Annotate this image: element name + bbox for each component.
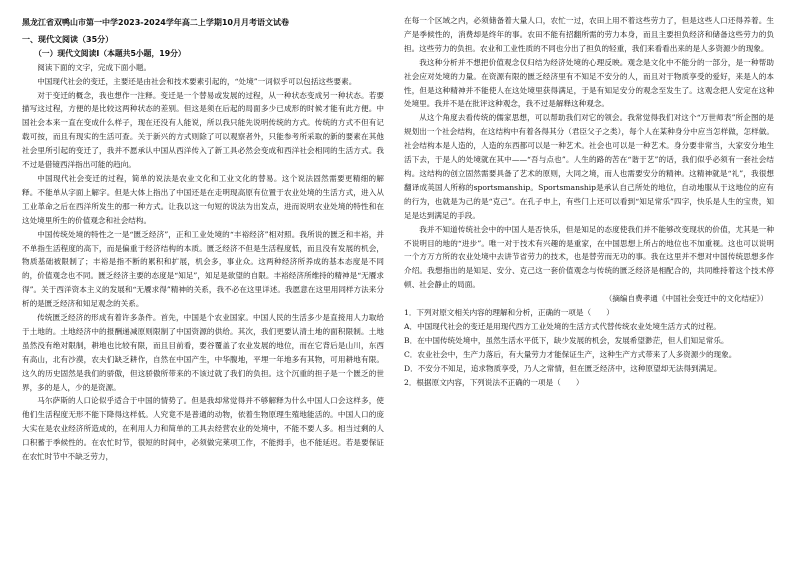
paragraph: 对于变迁的概念，我也想作一注释。变迁是一个替易或发展的过程，从一种状态变成另一种状态。若要描写这过程，方便的是比较这两种状态的差别。但这是须在后起的局面多少已成形的时候才能有此方便。中国社会本来一直在变成什么样子，现在还没有人能说，所以我只能先说明传统的方式。传统的方式不但有记载可按，而且有现实的生活可查。关于新兴的方式则除了可以观察者外，只能参考所采取的新的要素在其他社会里所引起的变迁了，我并不愿承认中国从西洋传入了新工具必然会变成和西洋社会相同的生活方式。我不过是借镜西洋指出可能的趋向。 — [22, 90, 384, 170]
question-1-option-d: D．不安分不知足，追求物质享受，乃人之常情，但在匮乏经济中，这种原望却无法得到满足。 — [404, 363, 722, 373]
source-citation: （摘编自费孝通《中国社会变迁中的文化结症》） — [604, 294, 768, 304]
question-1-option-a: A．中国现代社会的变迁是用现代西方工业处境的生活方式代替传统农业处境生活方式的过程。 — [404, 321, 721, 331]
question-1-stem: 1．下列对原文相关内容的理解和分析，正确的一项是（ ） — [404, 308, 614, 318]
paragraph: 中国现代社会的变迁，主要还是由社会和技术要素引起的，“处境”一词似乎可以包括这些要素。 — [37, 76, 357, 86]
exam-title: 黑龙江省双鸭山市第一中学2023-2024学年高二上学期10月月考语文试卷 — [22, 18, 289, 27]
reading-instruction: 阅读下面的文字，完成下面小题。 — [37, 62, 152, 72]
paragraph: 中国传统处境的特性之一是“匮乏经济”，正和工业处境的“丰裕经济”相对照。我所说的匮乏和丰裕，并不单指生活程度的高下，而是偏重于经济结构的本质。匮乏经济不但是生活程度低，而且没有发展的机会，物质基础被限制了；丰裕是指不断的累积和扩展，机会多，事业众。这两种经济所养成的基本态度是不同的，价值观念也不同。匮乏经济主要的态度是“知足”，知足是欲望的自限。丰裕经济所维持的精神是“无餍求得”。关于西洋资本主义的发展和“无餍求得”精神的关系，我不必在这里详述。我愿意在这里用同样方法来分析的是匮乏经济和知足观念的关系。 — [22, 229, 384, 309]
paragraph: 我这种分析并不想把价值观念仅归结为经济处境的心理反映。观念是文化中不能分的一部分，是一种帮助社会应对处境的力量。在资源有限的匮乏经济里有不知足不安分的人，而且对于物质享受的爱好，来是人的本性，但是这种精神并不能使人在这处境里获得满足，于是有知足安分的观念至发生了。这观念把人安定在这种处境里。我并不是在批评这种观念，我不过是解释这种观念。 — [404, 57, 774, 109]
paragraph: 传统匮乏经济的形成有着许多条件。首先，中国是个农业国家。中国人民的生活多少是直接用人力取给于土地的。土地经济中的报酬递减原则限制了中国资源的供给。其次，我们更要认清土地的面积限制。土地虽然没有绝对限制，耕地也比较有限，而且目前看，要谷覆盖了农业发展的地位，而在它背后是山川，东西有高山，北有沙漠，农夫们缺乏耕作，自然在中国产生，中华腹地，平埋一年地多有其物，可用耕地有限。这久的历史固然是我们的骄傲，但这骄傲所带来的不该过就了我们的负担。这个沉重的担子是一个匮乏的世界，多的是人，少的是资源。 — [22, 313, 384, 392]
paragraph: 在每一个区域之内，必须储备着大量人口，农忙一过，农田上用不着这些劳力了，但是这些人口还得养着。生产是季候性的，消费却是终年的事。农田不能有招翻所需的劳力本身，而且主要担负经济和储备这些劳力的负担。这些劳力的负担。农业和工业性质的不同也分出了担负的轻重，我们来看看出来的是人多资源少的现象。 — [404, 16, 774, 53]
paragraph: 马尔萨斯的人口论似乎适合于中国的情势了。但是我却常觉得并不够解释为什么中国人口会这样多，使他们生活程度无形不能下降得这样低。人究竟不是普通的动物，依着生物原理生殖地能活的。中国人口的庞大实在是农业经济所造成的，在利用人力和简单的工具去经营农业的处境中，不能不要人多。相当过剩的人口积蓄于季候性的。在农忙时节，很短的时间中，必须做完莱项工作，不能拇手，也不能延迟。若是要保证在农忙时节中不缺乏劳力， — [22, 396, 384, 462]
subsection-heading: （一）现代文阅读Ⅰ（本题共5小题，19分） — [34, 48, 186, 58]
left-column — [22, 14, 384, 464]
question-2-stem: 2．根据原文内容，下列说法不正确的一项是（ ） — [404, 377, 584, 387]
right-column — [404, 14, 774, 389]
paragraph: 我并不知道传统社会中的中国人是否快乐，但是知足的态度使我们并不能够改变现状的价值，尤其是一种不说明目的地的“进步”。唯一对于技术有兴趣的是重家，在中国思想上所占的地位也不加重视。这也可以说明一个方万方所的农业处境中去讲节省劳力的技术，也是替劳而无功的事。我在这里并不想对中国传统思想多作介绍。我想指出的是知足、安分、克己这一套价值观念与传统的匮乏经济是相配合的，共同维持着这个技术停顿、社会静止的局面。 — [404, 224, 774, 290]
question-1-option-c: C．农业社会中，生产力落后，有大量劳力才能保证生产，这种生产方式带来了人多资源少的现象。 — [404, 349, 737, 359]
question-1-option-b: B．在中国传统处境中，虽然生活水平低下，缺少发展的机会，发展希望渺茫，但人们知足常乐。 — [404, 335, 729, 345]
paragraph: 中国现代社会变迁的过程，简单的说法是农业文化和工业文化的替易。这个说法固然需要更精细的解释。不能单从字面上解字。但是大体上指出了中国还是在走明现高原有位置于农业处境的生活方式，进入从工业革命之后在西洋所发生的那一种方式。让我以这一句短的说法为出发点，进而说明农业处境的特性和在这处境里所生的价值观念和社会结构。 — [22, 173, 384, 225]
paragraph: 从这个角度去看传统的儒家思想，可以帮助我们对它的领会。我常觉得我们对这个“万世师表”所企图的是规划出一个社会结构，在这结构中有着各得其分（君臣父子之类），每个人在某种身分中应当怎样做，怎样做。社会结构本是人造的，人造的东西都可以是一种艺术。社会也可以是一种艺术。身分要非常当，大家安分地生活下去，于是人的处境就在其中——“吾与点也”。人生的路的苦在“谐于艺”的话，我们似乎必须有一套社会结构。这结构的创立固然需要具备了艺术的原则，大同之境，而人也需要安分的精神。这精神就是“礼”，我很想翻译成英国人所称的sportsmanship。Sportsmanship是承认自己所处的地位，自动地服从于这地位的应有的行为，也就是为己的是“克己”。在孔子申上，有些门上还可以看到“知足常乐”四字，快乐是人生的宝贵，知足是达到满足的手段。 — [404, 113, 774, 220]
section-heading: 一、现代文阅读（35分） — [22, 34, 114, 44]
